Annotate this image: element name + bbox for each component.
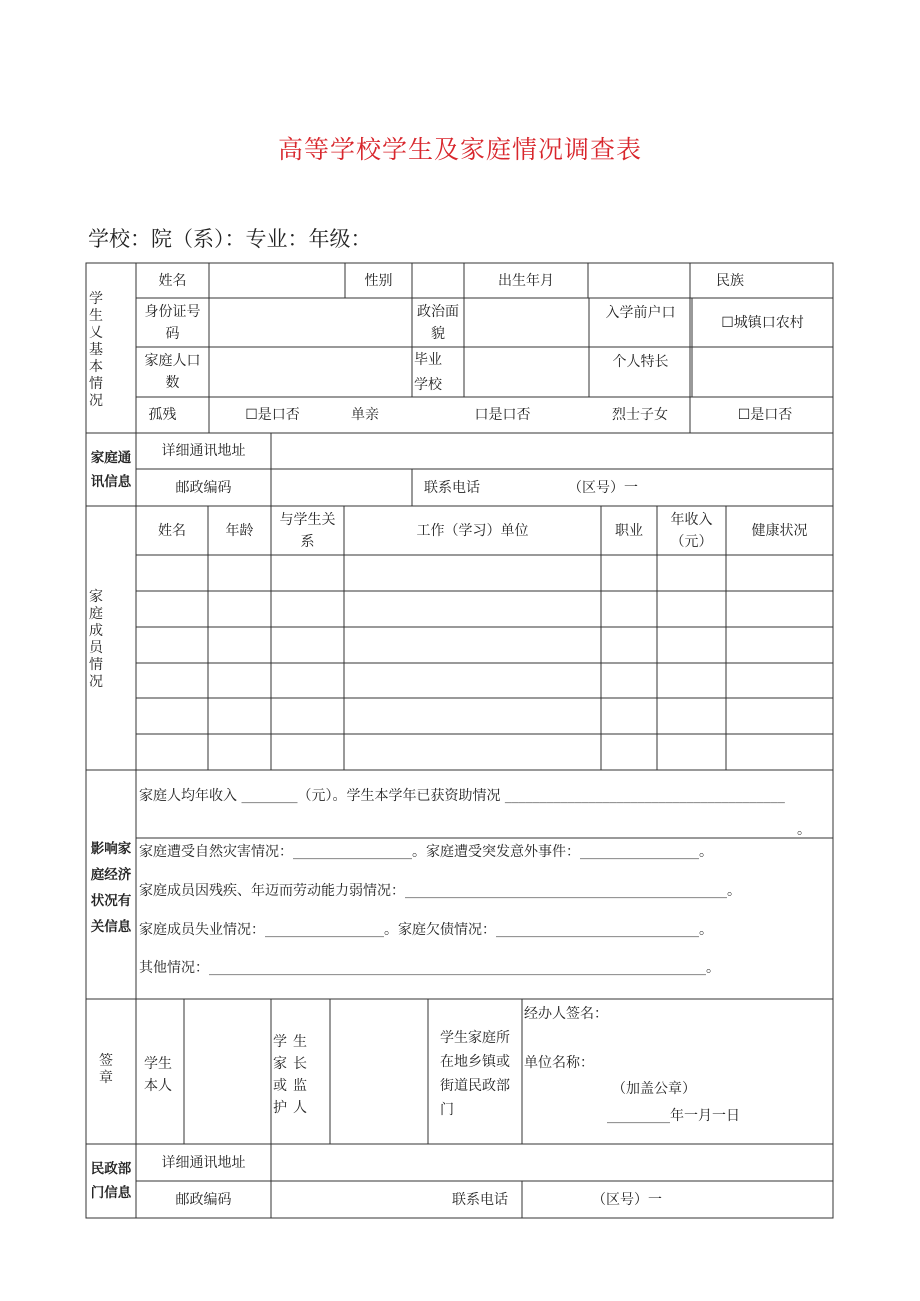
label-political: 政治面貌	[417, 303, 459, 342]
martyr-options[interactable]: ☐是口否	[737, 407, 793, 423]
input-family-size[interactable]	[209, 347, 412, 397]
signer-name[interactable]: 经办人签名：	[524, 1006, 608, 1022]
section-members-label: 家庭成员情况	[89, 589, 103, 690]
members-header-health: 健康状况	[751, 522, 808, 539]
members-header-age: 年龄	[225, 522, 254, 539]
label-id-card: 身份证号码	[144, 303, 201, 342]
sign-date[interactable]: _________年一月一日	[607, 1108, 740, 1124]
label-civil-address: 详细通讯地址	[161, 1154, 246, 1171]
members-header-relation: 与学生关系	[279, 511, 336, 550]
section-economy-label: 影响家庭经济状况有关信息	[90, 841, 132, 935]
economy-disability-line[interactable]: 家庭成员因残疾、年迈而劳动能力弱情况：______________________________________________。	[139, 883, 741, 899]
input-name[interactable]	[209, 263, 345, 298]
input-grad-school[interactable]	[464, 347, 589, 397]
section-contact-label: 家庭通讯信息	[90, 449, 132, 490]
hukou-options[interactable]: ☐城镇口农村	[721, 315, 804, 331]
members-row[interactable]	[136, 734, 833, 770]
official-seal-note: （加盖公章）	[612, 1081, 696, 1097]
members-header-income: 年收入（元）	[670, 511, 713, 550]
members-row[interactable]	[136, 591, 833, 627]
form-title: 高等学校学生及家庭情况调查表	[277, 135, 642, 164]
members-row[interactable]	[136, 627, 833, 663]
input-id-card[interactable]	[209, 298, 412, 347]
label-orphan: 孤残	[148, 407, 177, 423]
label-ethnicity: 民族	[716, 272, 744, 289]
input-civil-address[interactable]	[271, 1144, 833, 1181]
label-family-size: 家庭人口数	[144, 353, 201, 391]
members-row[interactable]	[136, 698, 833, 734]
section-signature-label: 签章	[99, 1053, 113, 1086]
label-grad-school-2: 学校	[414, 376, 442, 393]
label-guardian-sign: 学生家长或监护人	[273, 1034, 313, 1116]
label-civil-postcode: 邮政编码	[175, 1191, 232, 1208]
label-birth: 出生年月	[498, 272, 554, 289]
input-contact-phone[interactable]: （区号）一	[568, 479, 638, 496]
input-student-sign[interactable]	[184, 999, 271, 1144]
label-specialty: 个人特长	[612, 354, 669, 370]
members-header-occupation: 职业	[615, 522, 643, 539]
school-info-line: 学校：院（系）：专业：年级：	[88, 227, 372, 251]
input-contact-postcode[interactable]	[271, 469, 412, 506]
section-civil-label: 民政部门信息	[90, 1161, 132, 1201]
orphan-options[interactable]: ☐是口否	[245, 407, 300, 423]
input-guardian-sign[interactable]	[330, 999, 428, 1144]
input-gender[interactable]	[412, 263, 464, 298]
label-grad-school-1: 毕业	[414, 351, 442, 368]
label-student-sign: 学生本人	[144, 1056, 172, 1094]
label-contact-address: 详细通讯地址	[161, 443, 246, 459]
members-row[interactable]	[136, 663, 833, 698]
label-dept-sign: 学生家庭所在地乡镇或街道民政部门	[440, 1030, 510, 1118]
label-contact-postcode: 邮政编码	[175, 479, 232, 496]
economy-disaster-line[interactable]: 家庭遭受自然灾害情况：_________________。家庭遭受突发意外事件：_________________。	[139, 844, 713, 860]
section-basic-label: 学生乂基本情况	[89, 290, 103, 409]
single-parent-options[interactable]: 口是口否	[474, 407, 531, 423]
input-political[interactable]	[464, 298, 589, 347]
members-row[interactable]	[136, 555, 833, 591]
label-name: 姓名	[158, 272, 187, 289]
label-martyr: 烈士子女	[612, 407, 668, 423]
input-specialty[interactable]	[692, 347, 833, 397]
label-single-parent: 单亲	[351, 407, 379, 423]
input-contact-address[interactable]	[271, 433, 833, 469]
input-civil-phone[interactable]: （区号）一	[592, 1191, 662, 1208]
label-civil-phone: 联系电话	[452, 1191, 508, 1208]
economy-income-line[interactable]: 家庭人均年收入 ________（元）。学生本学年已获资助情况 ________________________________________	[139, 788, 785, 804]
label-contact-phone: 联系电话	[424, 479, 480, 496]
economy-other-line[interactable]: 其他情况：_______________________________________________________________________。	[139, 960, 720, 976]
label-gender: 性别	[364, 272, 393, 289]
members-header-name: 姓名	[158, 522, 186, 539]
input-birth[interactable]	[588, 263, 690, 298]
economy-income-line-end: 。	[797, 822, 811, 838]
economy-unemployment-line[interactable]: 家庭成员失业情况：_________________。家庭欠债情况：_____________________________。	[139, 922, 713, 938]
label-hukou: 入学前户口	[605, 305, 676, 321]
members-header-workplace: 工作（学习）单位	[416, 522, 529, 539]
unit-name[interactable]: 单位名称：	[524, 1055, 594, 1071]
